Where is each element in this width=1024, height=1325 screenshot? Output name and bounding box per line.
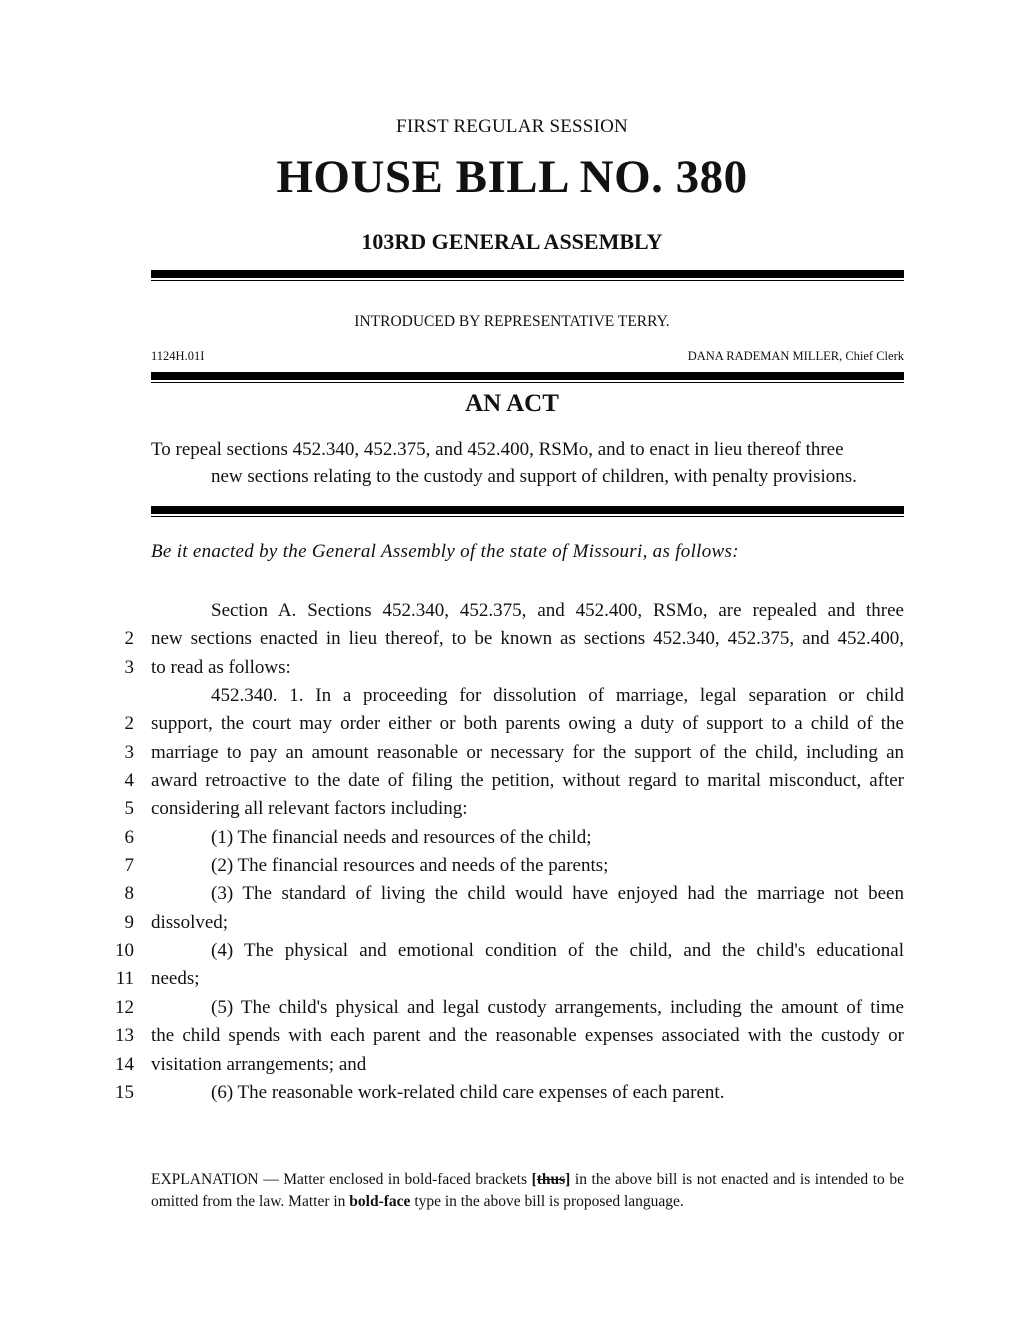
line-number: 5	[124, 798, 134, 820]
title-rule	[151, 506, 904, 517]
line-text: considering all relevant factors including:	[151, 798, 468, 820]
line-text: (3) The standard of living the child would have enjoyed had the marriage not been	[211, 883, 904, 905]
bill-number: HOUSE BILL NO. 380	[276, 151, 748, 203]
line-number: 8	[124, 883, 134, 905]
line-number: 15	[115, 1081, 134, 1103]
session-heading: FIRST REGULAR SESSION	[396, 116, 628, 137]
bill-line	[0, 909, 1024, 937]
bill-line	[0, 824, 1024, 852]
line-number: 2	[124, 628, 134, 650]
line-number: 4	[124, 770, 134, 792]
line-text: to read as follows:	[151, 656, 291, 678]
line-text: (4) The physical and emotional condition of the child, and the child's educational	[211, 940, 904, 962]
line-text: marriage to pay an amount reasonable or necessary for the support of the child, including an	[151, 741, 904, 763]
line-number: 3	[124, 656, 134, 678]
line-number: 6	[124, 826, 134, 848]
line-text: (6) The reasonable work-related child care expenses of each parent.	[211, 1081, 725, 1103]
bill-line	[0, 625, 1024, 653]
bill-line	[0, 597, 1024, 625]
bill-line	[0, 852, 1024, 880]
line-text: (5) The child's physical and legal custody arrangements, including the amount of time	[211, 996, 904, 1018]
lr-number: 1124H.01I	[151, 349, 205, 363]
line-number: 12	[115, 996, 134, 1018]
line-text: needs;	[151, 968, 200, 990]
line-text: (1) The financial needs and resources of the child;	[211, 826, 592, 848]
line-number: 7	[124, 855, 134, 877]
bill-line	[0, 710, 1024, 738]
bill-line	[0, 1022, 1024, 1050]
act-title	[151, 436, 904, 490]
bill-line	[0, 795, 1024, 823]
chief-clerk: DANA RADEMAN MILLER, Chief Clerk	[687, 349, 904, 363]
line-number: 2	[124, 713, 134, 735]
line-number: 11	[115, 968, 134, 990]
bill-line	[0, 1079, 1024, 1107]
introduced-by: INTRODUCED BY REPRESENTATIVE TERRY.	[354, 313, 670, 330]
bill-line	[0, 767, 1024, 795]
header-rule	[151, 270, 904, 281]
explanation-middle: in the above bill is not enacted and is intended to be omitted from the law. Matter in	[151, 1171, 904, 1210]
bill-line	[0, 739, 1024, 767]
line-text: Section A. Sections 452.340, 452.375, and 452.400, RSMo, are repealed and three	[211, 600, 904, 621]
act-title-line-2: new sections relating to the custody and support of children, with penalty provisions.	[211, 466, 857, 487]
line-number: 13	[115, 1025, 134, 1047]
bill-line	[0, 654, 1024, 682]
line-number: 9	[124, 911, 134, 933]
line-text: 452.340. 1. In a proceeding for dissolution of marriage, legal separation or child	[211, 685, 904, 707]
explanation-bold-word: bold-face	[349, 1193, 411, 1210]
general-assembly: 103RD GENERAL ASSEMBLY	[361, 229, 663, 254]
line-number: 10	[115, 940, 134, 962]
clerk-rule	[151, 372, 904, 383]
bill-line	[0, 1051, 1024, 1079]
line-text: support, the court may order either or both parents owing a duty of support to a child of the	[151, 713, 904, 735]
explanation-prefix: EXPLANATION — Matter enclosed in bold-faced brackets	[151, 1171, 532, 1188]
line-text: (2) The financial resources and needs of the parents;	[211, 855, 609, 877]
line-text: award retroactive to the date of filing the petition, without regard to marital misconduct, after	[151, 770, 904, 792]
bill-line	[0, 994, 1024, 1022]
line-text: dissolved;	[151, 911, 229, 933]
bill-body	[0, 597, 1024, 1107]
explanation-bracket-open: [	[531, 1171, 537, 1188]
bill-line	[0, 937, 1024, 965]
bill-line	[0, 965, 1024, 993]
bill-line	[0, 682, 1024, 710]
explanation	[151, 1169, 904, 1213]
line-text: new sections enacted in lieu thereof, to be known as sections 452.340, 452.375, and 452.400,	[151, 628, 904, 650]
line-number: 3	[124, 741, 134, 763]
explanation-suffix: type in the above bill is proposed language.	[410, 1193, 684, 1210]
bill-line	[0, 880, 1024, 908]
act-title-line-1: To repeal sections 452.340, 452.375, and 452.400, RSMo, and to enact in lieu thereof three	[151, 439, 844, 460]
explanation-strike-word: thus	[536, 1171, 566, 1188]
line-text: visitation arrangements; and	[151, 1053, 367, 1075]
line-text: the child spends with each parent and the reasonable expenses associated with the custody or	[151, 1025, 904, 1047]
explanation-bracket-close: ]	[565, 1171, 571, 1188]
line-number: 14	[115, 1053, 134, 1075]
enacting-clause: Be it enacted by the General Assembly of the state of Missouri, as follows:	[151, 541, 739, 562]
act-heading: AN ACT	[465, 390, 559, 417]
